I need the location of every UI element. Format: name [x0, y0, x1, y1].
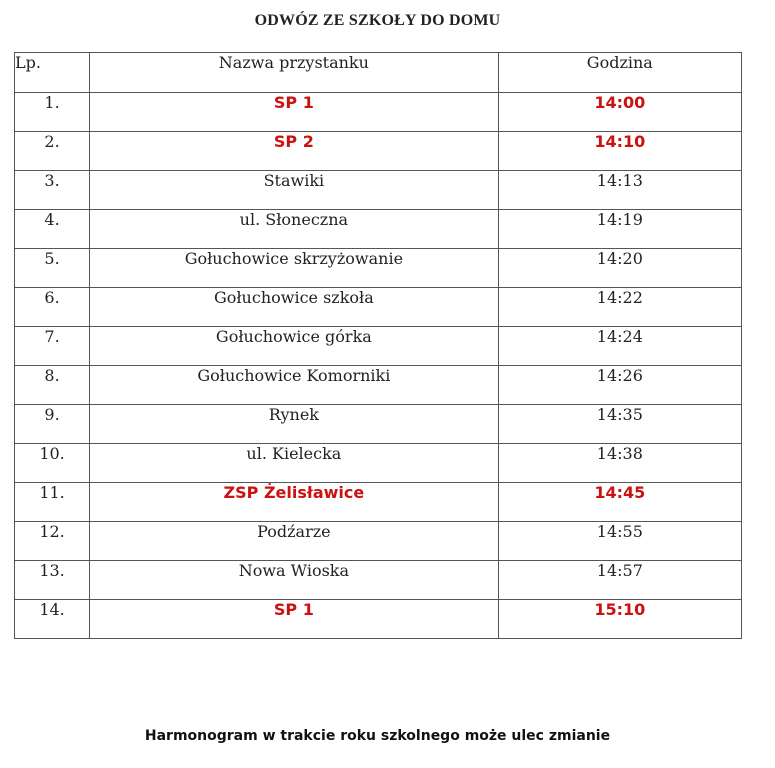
stop-name: Nowa Wioska	[90, 561, 499, 600]
row-number: 4.	[15, 210, 90, 249]
table-row	[15, 93, 742, 132]
page-title: ODWÓZ ZE SZKOŁY DO DOMU	[254, 12, 501, 29]
row-number: 5.	[15, 249, 90, 288]
table-row	[15, 600, 742, 639]
departure-time: 14:26	[498, 366, 741, 405]
column-header-time: Godzina	[498, 53, 741, 93]
stop-name: Podźarze	[90, 522, 499, 561]
departure-time: 14:22	[498, 288, 741, 327]
departure-time: 14:00	[498, 93, 741, 132]
departure-time: 14:57	[498, 561, 741, 600]
table-row	[15, 444, 742, 483]
departure-time: 14:35	[498, 405, 741, 444]
column-header-lp: Lp.	[15, 53, 90, 93]
table-row	[15, 288, 742, 327]
departure-time: 14:24	[498, 327, 741, 366]
table-header-row	[15, 53, 742, 93]
row-number: 7.	[15, 327, 90, 366]
row-number: 8.	[15, 366, 90, 405]
stop-name: ZSP Żelisławice	[90, 483, 499, 522]
departure-time: 14:19	[498, 210, 741, 249]
departure-time: 15:10	[498, 600, 741, 639]
table-row	[15, 327, 742, 366]
table-row	[15, 522, 742, 561]
row-number: 6.	[15, 288, 90, 327]
row-number: 14.	[15, 600, 90, 639]
row-number: 3.	[15, 171, 90, 210]
stop-name: Gołuchowice skrzyżowanie	[90, 249, 499, 288]
row-number: 12.	[15, 522, 90, 561]
schedule-table	[14, 52, 742, 639]
table-row	[15, 405, 742, 444]
table-row	[15, 210, 742, 249]
departure-time: 14:20	[498, 249, 741, 288]
table-row	[15, 483, 742, 522]
table-row	[15, 561, 742, 600]
table-row	[15, 171, 742, 210]
column-header-stop-name: Nazwa przystanku	[90, 53, 499, 93]
stop-name: Gołuchowice górka	[90, 327, 499, 366]
stop-name: Gołuchowice szkoła	[90, 288, 499, 327]
departure-time: 14:38	[498, 444, 741, 483]
table-row	[15, 366, 742, 405]
departure-time: 14:10	[498, 132, 741, 171]
row-number: 13.	[15, 561, 90, 600]
stop-name: SP 1	[90, 600, 499, 639]
stop-name: Gołuchowice Komorniki	[90, 366, 499, 405]
stop-name: Stawiki	[90, 171, 499, 210]
departure-time: 14:55	[498, 522, 741, 561]
stop-name: SP 2	[90, 132, 499, 171]
table-row	[15, 132, 742, 171]
row-number: 10.	[15, 444, 90, 483]
departure-time: 14:13	[498, 171, 741, 210]
table-row	[15, 249, 742, 288]
row-number: 2.	[15, 132, 90, 171]
row-number: 9.	[15, 405, 90, 444]
stop-name: Rynek	[90, 405, 499, 444]
row-number: 11.	[15, 483, 90, 522]
stop-name: ul. Słoneczna	[90, 210, 499, 249]
stop-name: SP 1	[90, 93, 499, 132]
row-number: 1.	[15, 93, 90, 132]
footer-note: Harmonogram w trakcie roku szkolnego może ulec zmianie	[144, 728, 611, 744]
stop-name: ul. Kielecka	[90, 444, 499, 483]
departure-time: 14:45	[498, 483, 741, 522]
